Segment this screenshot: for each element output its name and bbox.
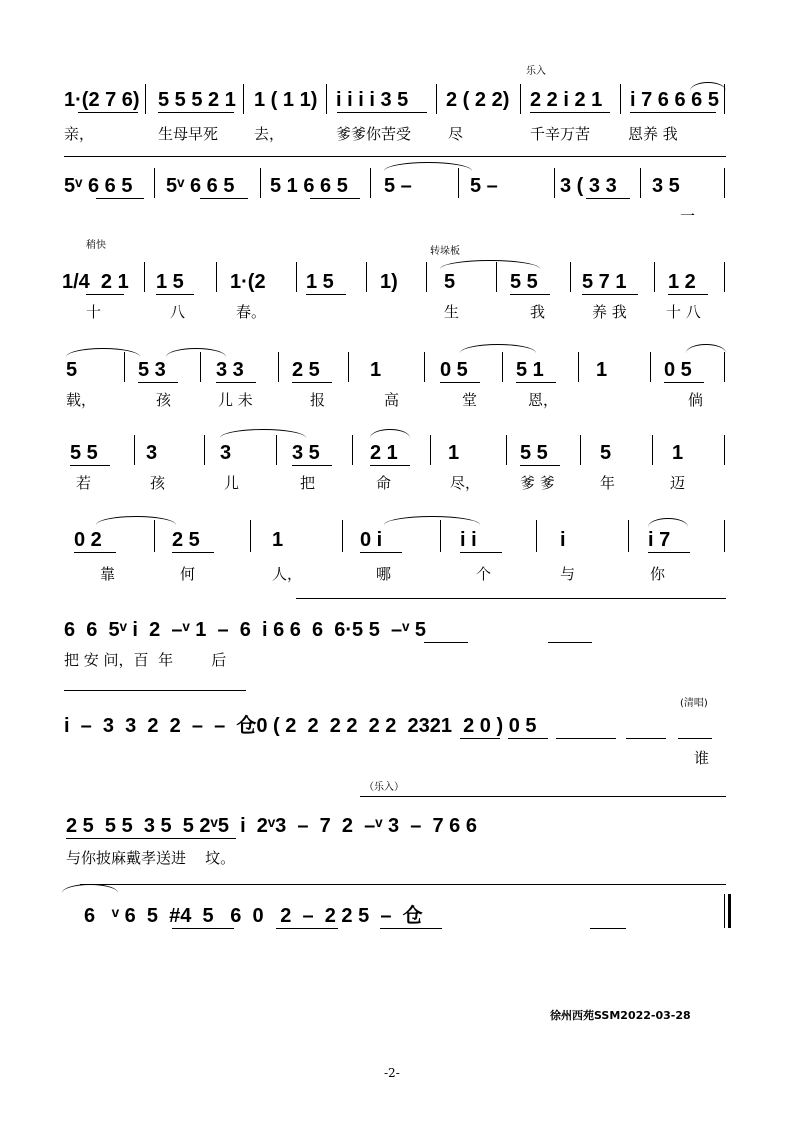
measure-note: 5 5 (70, 442, 98, 464)
lyric: 把 (300, 474, 316, 492)
lyric: 人， (272, 565, 303, 583)
lyric: 孩 (156, 391, 172, 409)
bar-line (502, 352, 503, 382)
bar-line (342, 520, 343, 552)
lyric: 我 (530, 303, 546, 321)
measure-note: 0 i (360, 529, 383, 551)
bar-line (570, 262, 571, 292)
beam-line (310, 198, 360, 199)
measure-note: 2 ( 2 2) (446, 89, 510, 111)
system-row-5 (0, 415, 793, 500)
measure-note: i 7 (648, 529, 671, 551)
beam-line (586, 198, 630, 199)
beam-line (216, 382, 256, 383)
lyric: 哪 (376, 565, 392, 583)
bar-line (724, 262, 725, 292)
beam-line (66, 838, 236, 839)
slur-mark (220, 429, 306, 438)
bar-line (243, 84, 244, 114)
measure-note: 3 3 (216, 359, 244, 381)
measure-note: 5 1 (516, 359, 544, 381)
slur-mark (384, 516, 480, 525)
system-row-3 (0, 240, 793, 330)
bar-line (654, 262, 655, 292)
beam-line (648, 552, 690, 553)
annotation-tempo: 稍快 (86, 240, 106, 251)
beam-line (582, 294, 638, 295)
bar-line (724, 168, 725, 198)
beam-line (626, 738, 666, 739)
bar-line (144, 262, 145, 292)
bar-line (620, 84, 621, 114)
system-row-9 (0, 780, 793, 880)
slur-mark (66, 348, 140, 357)
measure-note: 0 5 (664, 359, 692, 381)
measure-note: 6 ᵛ 6 5 #4 5 6 0 2 – 2 2 5 – 仓 (84, 905, 423, 927)
measure-note: 5ᵛ 6 6 5 (64, 175, 133, 197)
lyric: 若 (76, 474, 92, 492)
bar-line (366, 262, 367, 292)
lyric: 倘 (688, 391, 704, 409)
measure-note: i i (460, 529, 477, 551)
bar-line (640, 168, 641, 198)
measure-note: i – 3 3 2 2 – – 仓0 ( 2 2 2 2 2 2 2321 2 0 ) 0 5 (64, 715, 537, 737)
slur-mark (460, 344, 536, 353)
measure-note: 1 (672, 442, 684, 464)
measure-note: 2 1 (370, 442, 398, 464)
tie-line (360, 796, 726, 797)
slur-mark (384, 162, 472, 171)
lyric: 命 (376, 474, 392, 492)
beam-line (590, 928, 626, 929)
lyric: 春。 (236, 303, 267, 321)
bar-line (424, 352, 425, 382)
measure-note: 5ᵛ 6 6 5 (166, 175, 235, 197)
measure-note: 5 5 (520, 442, 548, 464)
annotation-change: 转垛板 (430, 246, 460, 257)
measure-note: 5 7 1 (582, 271, 627, 293)
beam-line (276, 928, 338, 929)
lyric: 把 安 问，百 年 后 (64, 651, 227, 669)
beam-line (78, 112, 138, 113)
measure-note: 0 5 (440, 359, 468, 381)
lyric: 何 (180, 565, 196, 583)
slur-mark (62, 884, 118, 893)
lyric: 载， (66, 391, 97, 409)
bar-line (370, 168, 371, 198)
tie-line (64, 156, 726, 157)
measure-note: 5 – (384, 175, 412, 197)
bar-line (296, 262, 297, 292)
bar-line (145, 84, 146, 114)
bar-line (154, 168, 155, 198)
lyric: 十 八 (666, 303, 701, 321)
measure-note: i 7 6 6 6 5 (630, 89, 719, 111)
beam-line (440, 382, 480, 383)
measure-note: 1 2 (668, 271, 696, 293)
beam-line (630, 112, 716, 113)
bar-line (520, 84, 521, 114)
tie-line (80, 884, 726, 885)
measure-note: 5 (66, 359, 78, 381)
lyric: 儿 未 (218, 391, 253, 409)
bar-line (652, 435, 653, 465)
tie-line (296, 598, 726, 599)
footer-credit: 徐州西苑SSM2022-03-28 (550, 1009, 691, 1022)
bar-line (724, 435, 725, 465)
beam-line (520, 465, 560, 466)
measure-note: 1 (448, 442, 460, 464)
lyric: 尽 (448, 125, 464, 143)
lyric: 恩养 我 (628, 125, 678, 143)
system-row-6 (0, 500, 793, 590)
page-number: -2- (384, 1066, 400, 1080)
beam-line (156, 294, 194, 295)
beam-line (516, 382, 556, 383)
lyric: 十 (86, 303, 102, 321)
beam-line (292, 382, 332, 383)
beam-line (138, 382, 178, 383)
bar-line (204, 435, 205, 465)
measure-note: 1 (272, 529, 284, 551)
lyric: 靠 (100, 565, 116, 583)
beam-line (460, 738, 500, 739)
bar-line (506, 435, 507, 465)
slur-mark (166, 348, 226, 357)
measure-note: 1 (596, 359, 608, 381)
bar-line (352, 435, 353, 465)
measure-note: 1 ( 1 1) (254, 89, 318, 111)
lyric: 迈 (670, 474, 686, 492)
slur-mark (690, 82, 726, 91)
beam-line (510, 294, 550, 295)
lyric: 报 (310, 391, 326, 409)
beam-line (96, 198, 144, 199)
lyric: 生 (444, 303, 460, 321)
beam-line (292, 465, 332, 466)
beam-line (548, 642, 592, 643)
bar-line (216, 262, 217, 292)
measure-note: 3 (146, 442, 158, 464)
beam-line (664, 382, 704, 383)
measure-note: 5 3 (138, 359, 166, 381)
bar-line (724, 352, 725, 382)
beam-line (158, 112, 234, 113)
annotation-yueru-paren: （乐入） (364, 782, 404, 793)
beam-line (360, 552, 402, 553)
measure-note: 5 5 5 2 1 (158, 89, 236, 111)
lyric: 与 (560, 565, 576, 583)
bar-line (578, 352, 579, 382)
bar-line (276, 435, 277, 465)
lyric: 爹爹你苦受 (336, 125, 412, 143)
lyric: 儿 (224, 474, 240, 492)
system-row-2 (0, 150, 793, 240)
bar-line (260, 168, 261, 198)
lyric: 与你披麻戴孝送进 坟。 (66, 849, 236, 867)
beam-line (424, 642, 468, 643)
bar-line (348, 352, 349, 382)
annotation-yueru: 乐入 (526, 66, 546, 77)
beam-line (70, 465, 110, 466)
slur-mark (686, 344, 726, 353)
slur-mark (440, 260, 540, 269)
beam-line (200, 198, 248, 199)
measure-note: 1) (380, 271, 398, 293)
measure-note: 2 5 5 5 3 5 5 2ᵛ5 i 2ᵛ3 – 7 2 –ᵛ 3 – 7 6 6 (66, 815, 477, 837)
bar-line (436, 84, 437, 114)
beam-line (172, 552, 214, 553)
measure-note: 1 (370, 359, 382, 381)
bar-line (650, 352, 651, 382)
lyric: 堂 (462, 391, 478, 409)
beam-line (530, 112, 610, 113)
bar-line (580, 435, 581, 465)
measure-note: 2 2 i 2 1 (530, 89, 603, 111)
lyric: 养 我 (592, 303, 627, 321)
lyric: 一 (680, 207, 696, 225)
lyric: 恩， (528, 391, 559, 409)
beam-line (306, 294, 346, 295)
measure-note: 5 5 (510, 271, 538, 293)
final-bar-thick (728, 894, 731, 928)
lyric: 尽， (450, 474, 481, 492)
beam-line (380, 928, 442, 929)
lyric: 个 (476, 565, 492, 583)
measure-note: 5 (600, 442, 612, 464)
beam-line (337, 112, 427, 113)
lyric: 爹 爹 (520, 474, 555, 492)
lyric: 生母早死 (158, 125, 219, 143)
measure-note: 1/4 2 1 (62, 271, 129, 293)
beam-line (86, 294, 124, 295)
measure-note: 1 5 (156, 271, 184, 293)
lyric: 谁 (694, 749, 710, 767)
measure-note: 1 5 (306, 271, 334, 293)
bar-line (430, 435, 431, 465)
bar-line (426, 262, 427, 292)
bar-line (628, 520, 629, 552)
bar-line (536, 520, 537, 552)
lyric: 你 (650, 565, 666, 583)
beam-line (668, 294, 708, 295)
beam-line (556, 738, 616, 739)
annotation-qingchang: (清唱) (680, 698, 708, 709)
bar-line (278, 352, 279, 382)
measure-note: 0 2 (74, 529, 102, 551)
lyric: 亲， (64, 125, 95, 143)
measure-note: i i i i 3 5 (336, 89, 409, 111)
measure-note: i (560, 529, 566, 551)
bar-line (326, 84, 327, 114)
beam-line (508, 738, 548, 739)
final-bar-thin (724, 894, 725, 928)
slur-mark (370, 429, 410, 438)
measure-note: 2 5 (172, 529, 200, 551)
lyric: 年 (600, 474, 616, 492)
bar-line (554, 168, 555, 198)
bar-line (250, 520, 251, 552)
beam-line (678, 738, 712, 739)
bar-line (134, 435, 135, 465)
system-row-10 (0, 880, 793, 950)
beam-line (460, 552, 502, 553)
lyric: 千辛万苦 (530, 125, 591, 143)
lyric: 高 (384, 391, 400, 409)
measure-note: 1·(2 (230, 271, 266, 293)
measure-note: 5 (444, 271, 456, 293)
slur-mark (96, 516, 176, 525)
lyric: 孩 (150, 474, 166, 492)
measure-note: 3 5 (292, 442, 320, 464)
lyric: 八 (170, 303, 186, 321)
beam-line (370, 465, 410, 466)
measure-note: 3 (220, 442, 232, 464)
beam-line (74, 552, 116, 553)
measure-note: 3 ( 3 3 (560, 175, 617, 197)
measure-note: 5 – (470, 175, 498, 197)
measure-note: 2 5 (292, 359, 320, 381)
slur-mark (648, 518, 688, 527)
measure-note: 5 1 6 6 5 (270, 175, 348, 197)
system-row-8 (0, 680, 793, 780)
beam-line (172, 928, 234, 929)
system-row-4 (0, 330, 793, 415)
measure-note: 6 6 5ᵛ i 2 –ᵛ 1 – 6 i 6 6 6 6·5 5 –ᵛ 5 (64, 619, 427, 641)
system-row-1 (0, 60, 793, 150)
tie-line (64, 690, 246, 691)
measure-note: 3 5 (652, 175, 680, 197)
system-row-7 (0, 590, 793, 680)
bar-line (458, 168, 459, 198)
measure-note: 1·(2 7 6) (64, 89, 140, 111)
lyric: 去， (254, 125, 285, 143)
bar-line (724, 520, 725, 552)
